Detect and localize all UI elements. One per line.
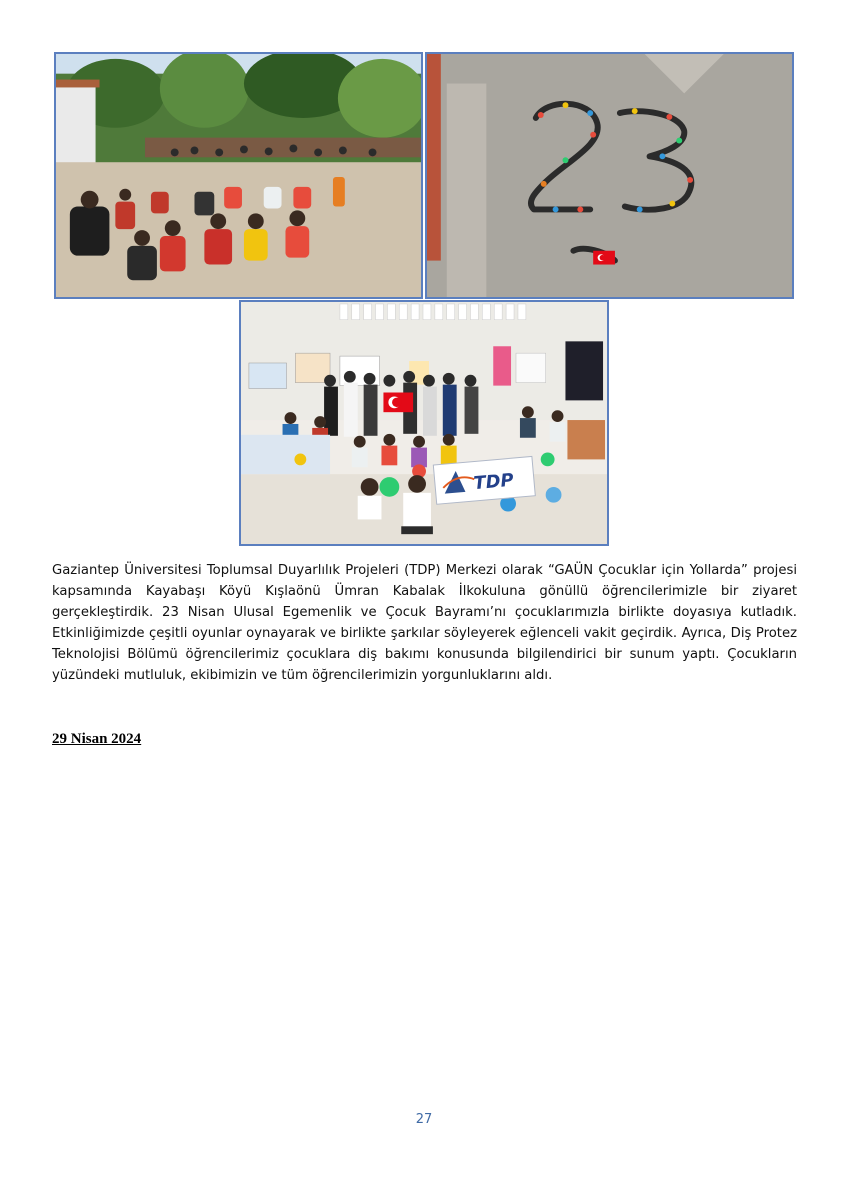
- aerial-23-formation-photo: [425, 52, 794, 299]
- classroom-group-photo: [239, 300, 609, 546]
- date-heading: 29 Nisan 2024: [52, 731, 142, 747]
- schoolyard-circle-game-photo: [54, 52, 423, 299]
- page-number: 27: [415, 1112, 433, 1127]
- tdp-banner-text: TDP: [472, 470, 515, 495]
- body-paragraph: Gaziantep Üniversitesi Toplumsal Duyarlılık Projeleri (TDP) Merkezi olarak “GAÜN Çocuklar için Yollarda” projesi kapsamında Kayabaşı Köyü Kışlaönü Ümran Kabalak İlkokuluna gönüllü öğrencilerimizle bir ziyaret gerçekleştirdik. 23 Nisan Ulusal Egemenlik ve Çocuk Bayramı’nı çocuklarımızla birlikte doyasıya kutladık. Etkinliğimizde çeşitli oyunlar oynayarak ve birlikte şarkılar söyleyerek eğlenceli vakit geçirdik. Ayrıca, Diş Protez Teknolojisi Bölümü öğrencilerimiz çocuklara diş bakımı konusunda bilgilendirici bir sunum yaptı. Çocukların yüzündeki mutluluk, ekibimizin ve tüm öğrencilerimizin yorgunluklarını aldı.: [52, 563, 797, 683]
